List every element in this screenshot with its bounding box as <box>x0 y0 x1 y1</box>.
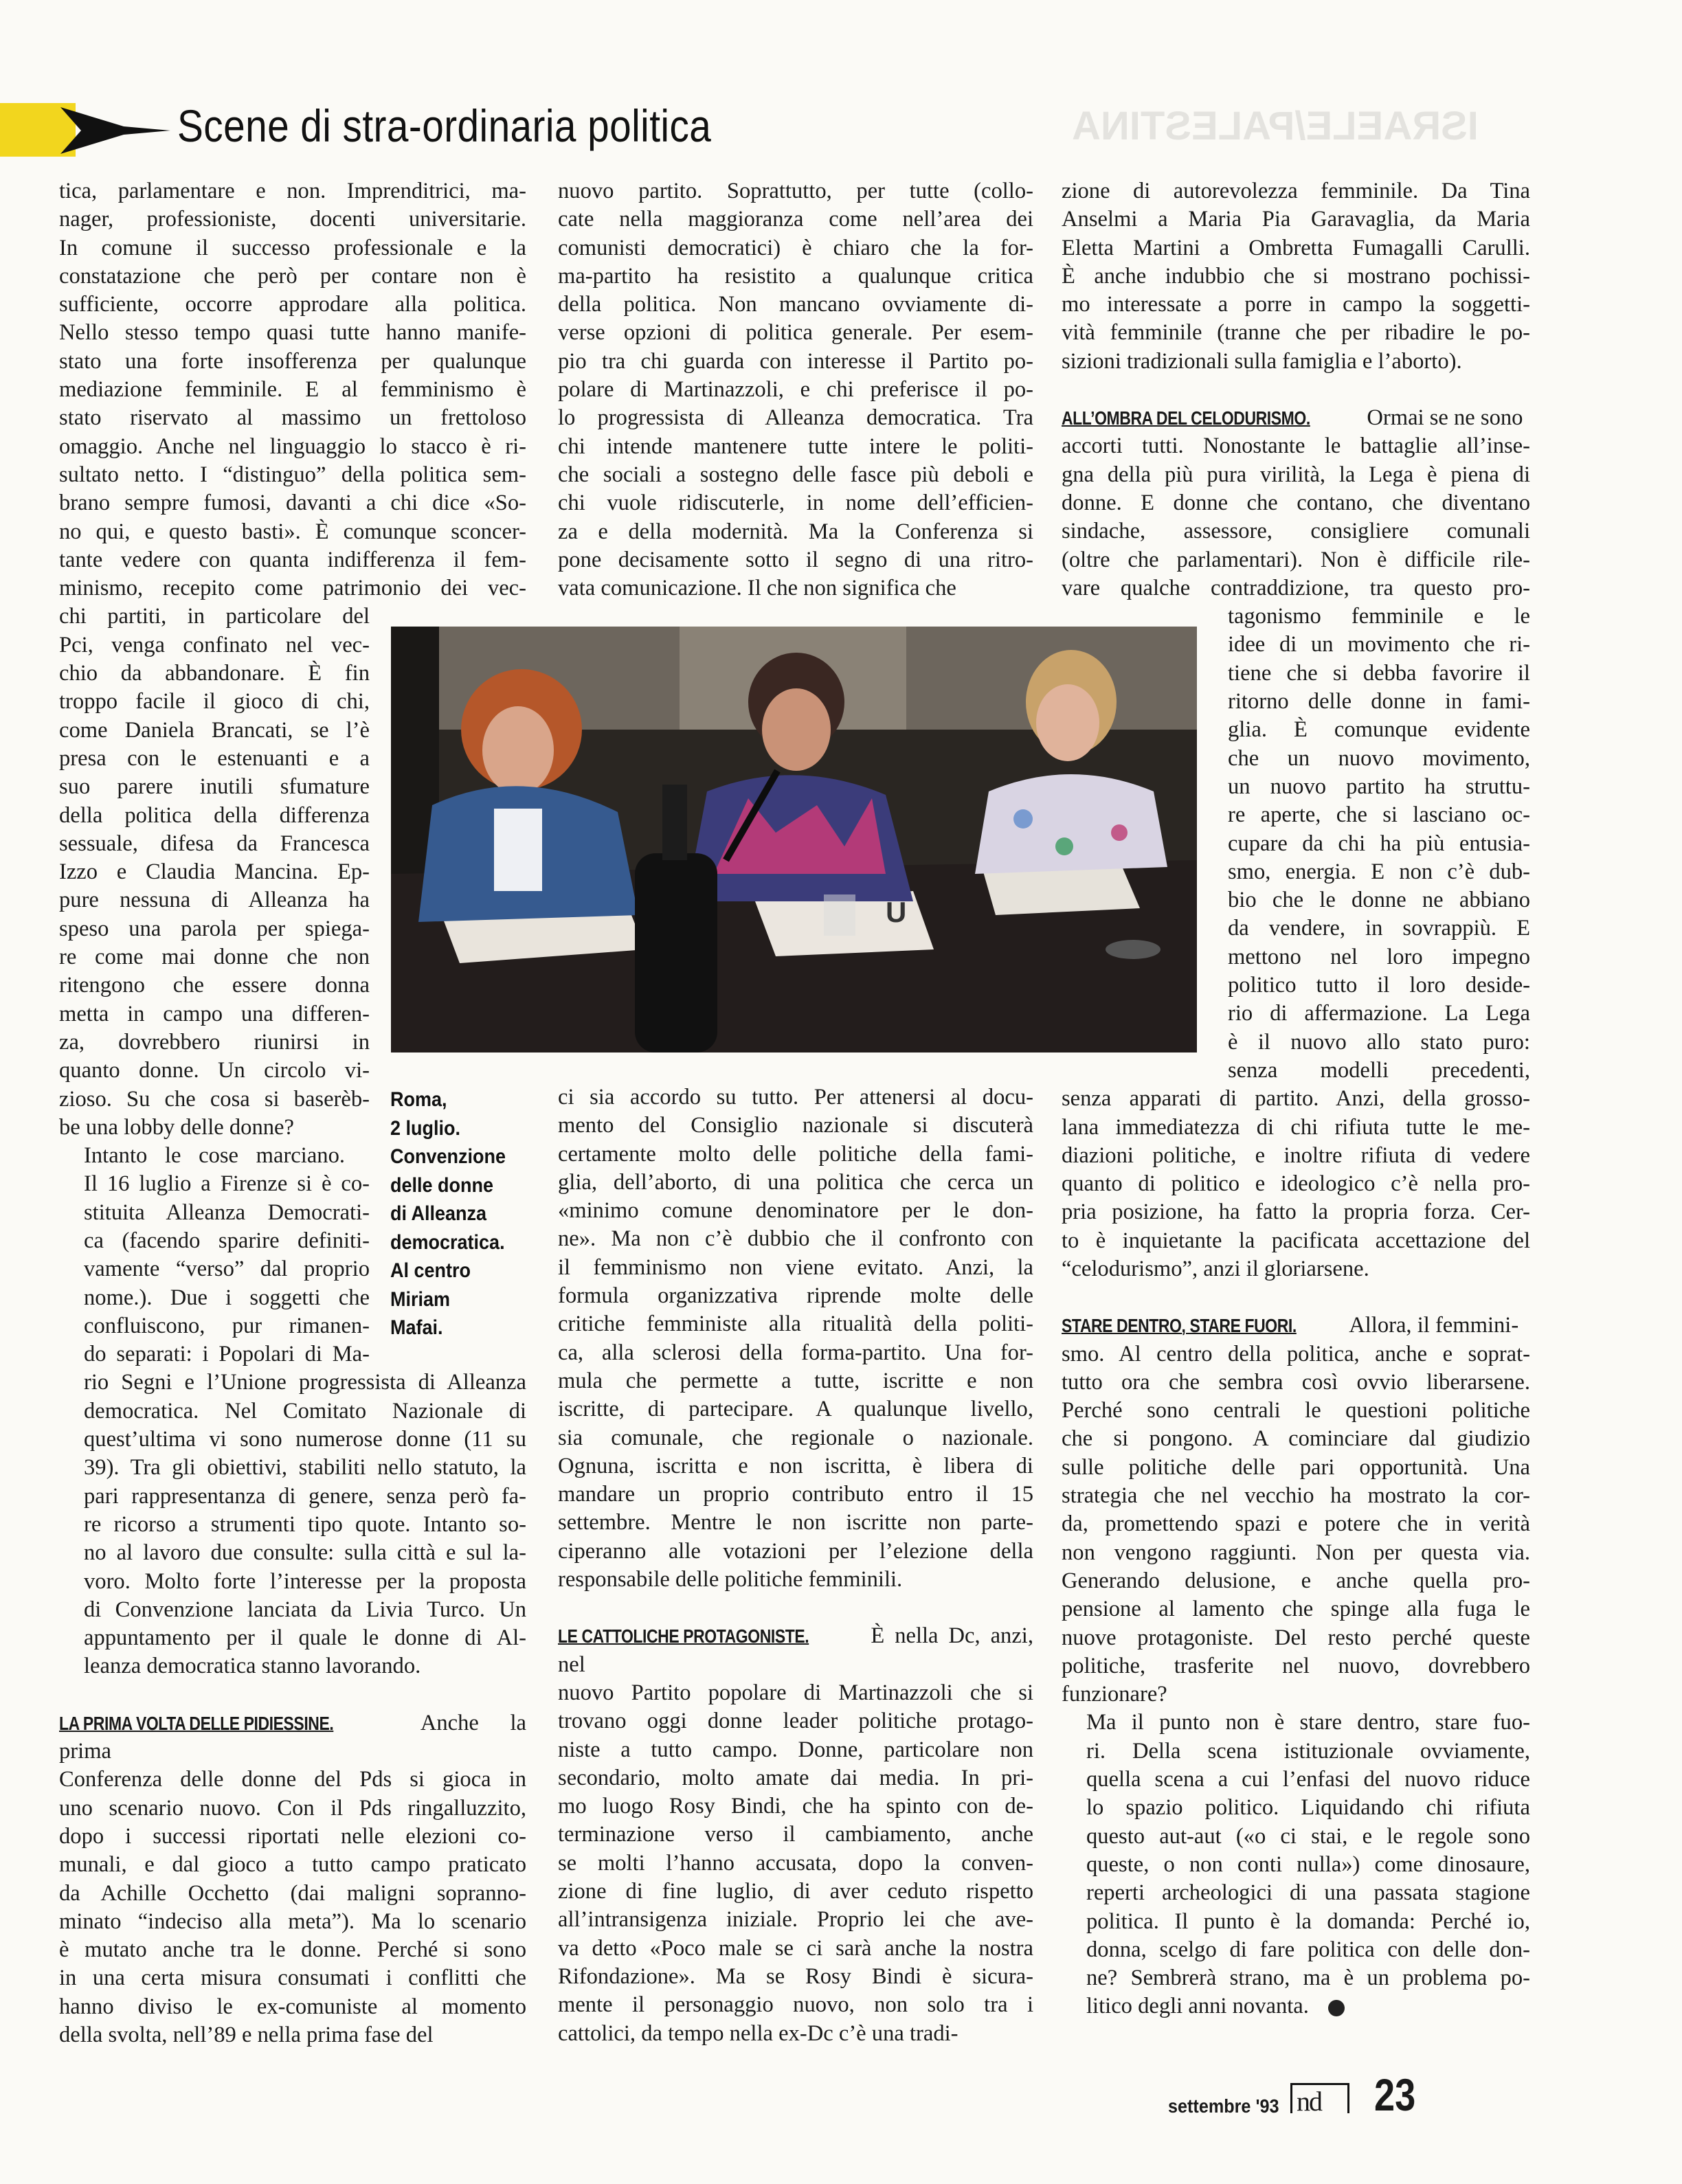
text-line: suo parere inutili sfumature <box>59 774 370 800</box>
text-line: quanto di politico e ideologico c’è nella pro- <box>1062 1171 1530 1197</box>
text-line: speso una parola per spiega- <box>59 916 370 941</box>
text-line: ne». Ma non c’è dubbio che il confronto con <box>558 1226 1033 1252</box>
text-line: in una certa misura consumati i conflitti che <box>59 1966 526 1991</box>
text-line: smo, energia. E non c’è dub- <box>1228 859 1530 884</box>
text-line: zioso. Su che cosa si baserèb- <box>59 1086 370 1112</box>
text-line: tutto ora che sembra così ovvio liberarsene. <box>1062 1369 1530 1395</box>
text-line: «minimo comune denominatore per le don- <box>558 1198 1033 1224</box>
footer-month: settembre '93 <box>1168 2095 1279 2117</box>
text-line: Allora, il femmini- <box>1349 1313 1519 1338</box>
text-line: chi vuole ridiscuterle, in nome dell’efficien- <box>558 491 1033 516</box>
text-line: ca, alla sclerosi della forma-partito. Una for- <box>558 1340 1033 1365</box>
caption-line: di Alleanza <box>390 1202 487 1225</box>
text-line: rio Segni e l’Unione progressista di Alleanza <box>84 1370 526 1395</box>
text-line: reperti archeologici di una passata stagione <box>1086 1880 1530 1906</box>
caption-line: Al centro <box>390 1259 471 1282</box>
text-line: va detto «Poco male se ci sarà anche la nostra <box>558 1935 1033 1961</box>
text-line: Eletta Martini a Ombretta Fumagalli Carulli. <box>1062 235 1530 260</box>
text-line: terminazione verso il cambiamento, anche <box>558 1822 1033 1847</box>
text-line: dopo i successi riportati nelle elezioni co- <box>59 1823 526 1849</box>
text-line: vata comunicazione. Il che non significa che <box>558 576 956 601</box>
text-line: tante vedere con quanta indifferenza il fem- <box>59 547 526 572</box>
text-line: Ognuna, iscritta e non iscritta, è libera di <box>558 1453 1033 1478</box>
text-line: un nuovo partito ha struttu- <box>1228 774 1530 799</box>
text-line: democratica. Nel Comitato Nazionale di <box>84 1398 526 1423</box>
text-line: come Daniela Brancati, se l’è <box>59 717 370 743</box>
text-line: della svolta, nell’89 e nella prima fase del <box>59 2023 434 2047</box>
text-line: quella scena a cui l’enfasi del nuovo riduce <box>1086 1767 1530 1792</box>
caption-line: democratica. <box>390 1230 505 1254</box>
text-line: accorti tutti. Nonostante le battaglie all’inse- <box>1062 434 1530 459</box>
text-line: pria posizione, ha fatto la propria forza. Cer- <box>1062 1200 1530 1225</box>
col1-paragraph-3 <box>59 1709 526 2050</box>
text-line: certamente molto delle politiche della fami- <box>558 1141 1033 1167</box>
text-line: ci sia accordo su tutto. Per attenersi al docu- <box>558 1085 1033 1110</box>
caption-line: Roma, <box>390 1088 447 1111</box>
text-line: leanza democratica stanno lavorando. <box>84 1654 421 1679</box>
text-line: secondario, molto amate dai media. In pri- <box>558 1765 1033 1790</box>
text-line: no qui, e questo basti». È comunque sconcer- <box>59 519 526 544</box>
text-line: della politica. Non mancano ovviamente di- <box>558 292 1033 317</box>
text-line: metta in campo una differen- <box>59 1001 370 1026</box>
text-line: voro. Molto forte l’interesse per la proposta <box>84 1568 526 1594</box>
text-line: formula organizzativa riprende molte delle <box>558 1283 1033 1309</box>
col1-section-lead: LA PRIMA VOLTA DELLE PIDIESSINE. <box>59 1712 334 1734</box>
text-line: tagonismo femminile e le <box>1228 604 1530 629</box>
magazine-logo <box>1290 2083 1349 2117</box>
page-footer <box>1168 2069 1443 2121</box>
text-line: ri. Della scena istituzionale ovviamente, <box>1086 1738 1530 1764</box>
text-line: lo progressista di Alleanza democratica. Tra <box>558 405 1033 431</box>
text-line: sessuale, difesa da Francesca <box>59 831 370 856</box>
text-line: In comune il successo professionale e la <box>59 235 526 260</box>
text-line: vità femminile (tranne che per ribadire le po- <box>1062 320 1530 346</box>
text-line: mediazione femminile. E al femminismo è <box>59 377 526 403</box>
text-line: do separati: i Popolari di Ma- <box>84 1342 370 1367</box>
text-line: di Convenzione lanciata da Livia Turco. Un <box>84 1597 526 1622</box>
text-line: hanno diviso le ex-comuniste al momento <box>59 1994 526 2019</box>
text-line: vamente “verso” dal proprio <box>84 1257 370 1282</box>
text-line: stato una forte insofferenza per qualunque <box>59 348 526 374</box>
text-line: sulle politiche delle pari opportunità. Una <box>1062 1454 1530 1480</box>
caption-line: Convenzione <box>390 1145 506 1168</box>
text-line: confluiscono, pur rimanen- <box>84 1313 370 1338</box>
text-line: è il nuovo allo stato puro: <box>1228 1029 1530 1055</box>
end-of-article-dot-icon <box>1328 2000 1345 2016</box>
text-line: mettono nel loro impegno <box>1228 944 1530 969</box>
text-line: chi intende mantenere tutte intere le politi- <box>558 434 1033 459</box>
caption-line: delle donne <box>390 1173 494 1197</box>
column-2-bottom <box>558 1083 1033 2048</box>
text-line: cate nella maggioranza come nell’area dei <box>558 207 1033 232</box>
text-line: cattolici, da tempo nella ex-Dc c’è una tradi- <box>558 2020 958 2046</box>
text-line: È nella Dc, anzi, nel <box>558 1623 1033 1677</box>
text-line: ca (facendo sparire definiti- <box>84 1228 370 1253</box>
text-line: politiche, trasferite nel nuovo, dovrebbero <box>1062 1653 1530 1678</box>
text-line: munali, e dal gioco a tutto campo praticato <box>59 1852 526 1878</box>
col3-section-lead-2: STARE DENTRO, STARE FUORI. <box>1062 1315 1297 1337</box>
text-line: da vendere, in sovrappiù. E <box>1228 916 1530 941</box>
caption-line: 2 luglio. <box>390 1116 461 1140</box>
text-line: ritengono che essere donna <box>59 973 370 998</box>
text-line: ciperanno alle votazioni per l’elezione della <box>558 1538 1033 1564</box>
text-line: re ricorso a strumenti tipo quote. Intanto so- <box>84 1511 526 1537</box>
bleed-through-text: ISRAELE/PALESTINA <box>1072 104 1479 148</box>
text-line: senza apparati di partito. Anzi, della grosso- <box>1062 1086 1530 1112</box>
text-line: gna della più pura virilità, la Lega è piena di <box>1062 462 1530 487</box>
text-line: donne. E donne che contano, che diventano <box>1062 490 1530 515</box>
text-line: che si pongono. A cominciare dal giudizio <box>1062 1426 1530 1452</box>
text-line: niste a tutto campo. Donne, particolare non <box>558 1737 1033 1762</box>
text-line: che sociali a sostegno delle fasce più deboli e <box>558 462 1033 487</box>
caption-line: Mafai. <box>390 1316 443 1339</box>
column-3 <box>1062 177 1530 2021</box>
text-line: (oltre che parlamentari). Non è difficile rile- <box>1062 547 1530 572</box>
text-line: nuovo partito. Soprattutto, per tutte (collo- <box>558 179 1033 203</box>
text-line: nome.). Due i soggetti che <box>84 1285 370 1310</box>
text-line: stituita Alleanza Democrati- <box>84 1200 370 1225</box>
text-line: Generando delusione, e anche quella pro- <box>1062 1568 1530 1593</box>
text-line: Ormai se ne sono <box>1367 405 1523 431</box>
text-line: che un nuovo movimento, <box>1228 745 1530 771</box>
text-line: presa con le estenuanti e a <box>59 745 370 771</box>
text-line: pure nessuna di Alleanza ha <box>59 888 370 913</box>
text-line: Il 16 luglio a Firenze si è co- <box>84 1171 370 1197</box>
text-line: donna, scelgo di fare politica con delle don- <box>1086 1937 1530 1962</box>
text-line: za, dovrebbero riunirsi in <box>59 1029 370 1055</box>
col2-section-lead: LE CATTOLICHE PROTAGONISTE. <box>558 1625 809 1647</box>
text-line: pio tra chi guarda con interesse il Partito po- <box>558 348 1033 374</box>
text-line: be una lobby delle donne? <box>59 1114 294 1140</box>
text-line: minato “indeciso alla meta”). Ma lo scenario <box>59 1909 526 1934</box>
text-line: politico tutto il loro deside- <box>1228 973 1530 998</box>
text-line: Rifondazione». Ma se Rosy Bindi è sicura- <box>558 1963 1033 1989</box>
text-line: omaggio. Anche nel linguaggio lo stacco è ri- <box>59 434 526 459</box>
col3-section-lead-1: ALL’OMBRA DEL CELODURISMO. <box>1062 407 1310 429</box>
text-line: Perché sono centrali le questioni politiche <box>1062 1398 1530 1423</box>
text-line: trovano oggi donne leader politiche protago- <box>558 1709 1033 1734</box>
text-line: quanto donne. Un circolo vi- <box>59 1058 370 1083</box>
text-line: non vengono raggiunti. Non per questa via. <box>1062 1540 1530 1565</box>
text-line: funzionare? <box>1062 1682 1167 1707</box>
text-line: pensione al lamento che spinge alla fuga le <box>1062 1597 1530 1622</box>
text-line: stato riservato al massimo un frettoloso <box>59 405 526 431</box>
text-line: mento del Consiglio nazionale si discuterà <box>558 1113 1033 1138</box>
col3-section-1 <box>1062 404 1530 1283</box>
text-line: mo luogo Rosy Bindi, che ha spinto con de- <box>558 1794 1033 1819</box>
text-line: “celodurismo”, anzi il gloriarsene. <box>1062 1256 1369 1281</box>
text-line: ma-partito ha resistito a qualunque critica <box>558 263 1033 289</box>
text-line: Pci, venga confinato nel vec- <box>59 632 370 657</box>
text-line: sufficiente, occorre approdare alla politica. <box>59 292 526 317</box>
text-line: se molti l’hanno accusata, dopo la conven- <box>558 1850 1033 1876</box>
text-line: litico degli anni novanta. <box>1062 1992 1345 2020</box>
text-line: pone decisamente sotto il segno di una ritro- <box>558 547 1033 572</box>
caption-line: Miriam <box>390 1287 451 1311</box>
text-line: uno scenario nuovo. Con il Pds ringalluzzito, <box>59 1795 526 1821</box>
text-line: nager, professioniste, docenti universitarie. <box>59 207 526 232</box>
text-line: Intanto le cose marciano. <box>84 1143 345 1169</box>
text-line: nuovo Partito popolare di Martinazzoli che si <box>558 1680 1033 1705</box>
section-title: Scene di stra-ordinaria politica <box>177 100 712 151</box>
text-line: smo. Al centro della politica, anche e soprat- <box>1062 1341 1530 1366</box>
text-line: della politica della differenza <box>59 802 370 828</box>
text-line: zione di autorevolezza femminile. Da Tina <box>1062 179 1530 203</box>
text-line: glia. È comunque evidente <box>1228 717 1530 743</box>
text-line: appuntamento per il quale le donne di Al- <box>84 1625 526 1651</box>
text-line: responsabile delle politiche femminili. <box>558 1567 903 1592</box>
col3-paragraph-1 <box>1062 177 1530 376</box>
text-line: quest’ultima vi sono numerose donne (11 su <box>84 1427 526 1452</box>
text-line: tiene che si debba favorire il <box>1228 660 1530 686</box>
text-line: to è inquietante la pacificata accettazione del <box>1062 1228 1530 1253</box>
text-line: polare di Martinazzoli, e chi preferisce il po- <box>558 377 1033 403</box>
text-line: verse opzioni di politica generale. Per esem- <box>558 320 1033 346</box>
text-line: sultato netto. I “distinguo” della politica sem- <box>59 462 526 487</box>
text-line: Nello stesso tempo quasi tutte hanno manife- <box>59 320 526 346</box>
text-line: politica. Il punto è la domanda: Perché io, <box>1086 1909 1530 1934</box>
text-line: mo interessate a porre in campo la soggetti- <box>1062 292 1530 317</box>
page-number: 23 <box>1374 2069 1416 2120</box>
text-line: mente il personaggio nuovo, non solo tra i <box>558 1992 1033 2018</box>
text-line: da, promettendo spazi e potere che in verità <box>1062 1511 1530 1537</box>
text-line: ritorno delle donne in fami- <box>1228 689 1530 714</box>
text-line: bio che le donne ne abbiano <box>1228 888 1530 913</box>
text-line: idee di un movimento che ri- <box>1228 632 1530 657</box>
text-line: Izzo e Claudia Mancina. Ep- <box>59 859 370 885</box>
text-line: tica, parlamentare e non. Imprenditrici, ma- <box>59 179 526 203</box>
text-line: vare qualche contraddizione, tra questo pro- <box>1062 575 1530 600</box>
photo-caption <box>390 1085 528 1342</box>
text-line: Ma il punto non è stare dentro, stare fuo- <box>1086 1710 1530 1735</box>
text-line: è mutato anche tra le donne. Perché si sono <box>59 1937 526 1963</box>
text-line: no al lavoro due consulte: sulla città e sul la- <box>84 1540 526 1566</box>
text-line: È anche indubbio che si mostrano pochissi- <box>1062 263 1530 289</box>
text-line: nuove protagoniste. Del resto perché queste <box>1062 1625 1530 1650</box>
photo-document-label: U <box>886 896 907 928</box>
text-line: strategia che nel vecchio ha mostrato la cor- <box>1062 1483 1530 1509</box>
text-line: 39). Tra gli obiettivi, stabiliti nello statuto, la <box>84 1455 526 1481</box>
text-line: settembre. Mentre le non iscritte non parte- <box>558 1510 1033 1535</box>
text-line: da Achille Occhetto (dai maligni sopranno- <box>59 1880 526 1906</box>
text-line: lo spazio politico. Liquidando chi rifiuta <box>1086 1795 1530 1821</box>
text-line: Anche la prima <box>59 1710 526 1764</box>
text-line: rio di affermazione. La Lega <box>1228 1001 1530 1026</box>
text-line: iscritte, di partecipare. A qualunque livello, <box>558 1397 1033 1422</box>
text-line: critiche femministe alla ritualità della politi- <box>558 1311 1033 1337</box>
text-line: glia, dell’aborto, di una politica che cerca un <box>558 1169 1033 1195</box>
text-line: questo aut-aut («o ci stai, e le regole sono <box>1086 1823 1530 1849</box>
col2-section <box>558 1622 1033 2047</box>
text-line: comunisti democratici) è chiaro che la for- <box>558 235 1033 260</box>
magazine-logo-text: nd <box>1297 2086 1321 2117</box>
text-line: re aperte, che si lasciano oc- <box>1228 802 1530 828</box>
col3-section-2 <box>1062 1311 1530 1709</box>
text-line: chi partiti, in particolare del <box>59 604 370 629</box>
text-line: queste, o non conti nulla») come dinosaure, <box>1086 1851 1530 1877</box>
text-line: mula che permette a tutte, iscritte e non <box>558 1368 1033 1393</box>
text-line: za e della modernità. Ma la Conferenza si <box>558 519 1033 544</box>
text-line: il femminismo non viene evitato. Anzi, la <box>558 1254 1033 1280</box>
text-line: re come mai donne che non <box>59 945 370 970</box>
text-line: Anselmi a Maria Pia Garavaglia, da Maria <box>1062 207 1530 232</box>
text-line: sia comunale, che regionale o nazionale. <box>558 1425 1033 1450</box>
text-line: brano sempre fumosi, davanti a chi dice «So- <box>59 491 526 516</box>
text-line: sindache, assessore, consigliere comunali <box>1062 519 1530 544</box>
text-line: senza modelli precedenti, <box>1228 1057 1530 1083</box>
column-2-top <box>558 177 1033 603</box>
text-line: troppo facile il gioco di chi, <box>59 689 370 714</box>
text-line: ne? Sembrerà strano, ma è un problema po- <box>1086 1966 1530 1991</box>
text-line: diazioni politiche, e inoltre rifiuta di vedere <box>1062 1142 1530 1168</box>
text-line: minismo, recepito come patrimonio dei vec- <box>59 576 526 601</box>
text-line: sizioni tradizionali sulla famiglia e l’aborto). <box>1062 348 1462 374</box>
text-line: chio da abbandonare. È fin <box>59 661 370 686</box>
text-line: cupare da chi ha più entusia- <box>1228 831 1530 856</box>
text-line: lana immediatezza di chi rifiuta tutte le me- <box>1062 1114 1530 1140</box>
text-line: all’intransigenza iniziale. Proprio lei che ave- <box>558 1907 1033 1933</box>
col3-paragraph-4 <box>1062 1709 1530 2020</box>
text-line: constatazione che però per contare non è <box>59 263 526 289</box>
text-line: mandare un proprio contributo entro il 15 <box>558 1482 1033 1507</box>
text-line: zione di fine luglio, di aver ceduto rispetto <box>558 1879 1033 1904</box>
text-line: Conferenza delle donne del Pds si gioca in <box>59 1767 526 1792</box>
header-arrow-icon <box>60 103 170 158</box>
text-line: pari rappresentanza di genere, senza però fa- <box>84 1483 526 1509</box>
